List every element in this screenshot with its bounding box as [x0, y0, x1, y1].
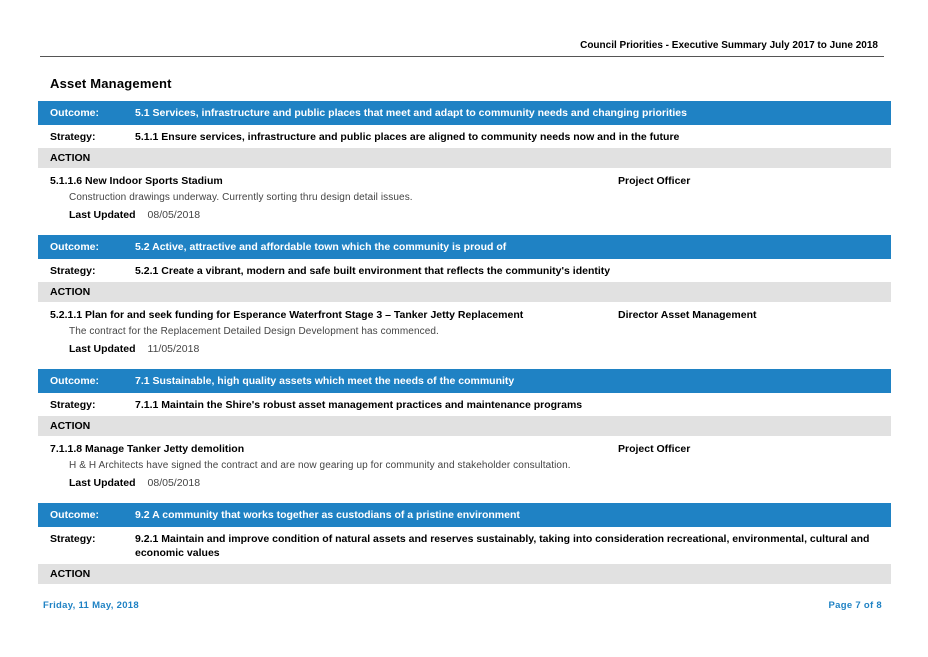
- strategy-text: 5.1.1 Ensure services, infrastructure and public places are aligned to community needs now and in the future: [135, 131, 680, 143]
- outcome-label: Outcome:: [50, 375, 100, 387]
- section-title: Asset Management: [50, 76, 172, 91]
- outcome-bar: [38, 503, 891, 527]
- last-updated-date: 11/05/2018: [147, 343, 200, 355]
- outcome-block: [38, 101, 891, 235]
- responsible-officer: Director Asset Management: [618, 309, 757, 321]
- outcome-text: 7.1 Sustainable, high quality assets which meet the needs of the community: [135, 375, 515, 387]
- report-title: Council Priorities - Executive Summary July 2017 to June 2018: [580, 40, 878, 51]
- outcome-block: [38, 369, 891, 503]
- strategy-text: 7.1.1 Maintain the Shire's robust asset management practices and maintenance programs: [135, 399, 583, 411]
- outcome-label: Outcome:: [50, 241, 100, 253]
- last-updated-date: 08/05/2018: [147, 209, 201, 221]
- strategy-text: 9.2.1 Maintain and improve condition of natural assets and reserves sustainably, taking into consideration recreational, environmental, cultural and economic values: [135, 533, 870, 559]
- outcome-text: 5.1 Services, infrastructure and public places that meet and adapt to community needs and changing priorities: [135, 107, 687, 119]
- action-item: [38, 302, 891, 365]
- last-updated-date: 08/05/2018: [147, 477, 201, 489]
- last-updated-label: Last Updated: [69, 209, 136, 221]
- outcome-bar: [38, 235, 891, 259]
- outcome-label: Outcome:: [50, 107, 100, 119]
- outcome-bar: [38, 369, 891, 393]
- outcome-block: [38, 503, 891, 584]
- strategy-label: Strategy:: [50, 265, 96, 277]
- action-description: Construction drawings underway. Currently sorting thru design detail issues.: [69, 192, 413, 203]
- outcome-text: 9.2 A community that works together as custodians of a pristine environment: [135, 509, 520, 521]
- action-item: [38, 168, 891, 231]
- strategy-label: Strategy:: [50, 399, 96, 411]
- outcome-bar: [38, 101, 891, 125]
- outcome-block: [38, 235, 891, 369]
- action-description: H & H Architects have signed the contract and are now gearing up for community and stakeholder consultation.: [69, 460, 571, 471]
- responsible-officer: Project Officer: [618, 175, 691, 187]
- action-item: [38, 436, 891, 499]
- last-updated-label: Last Updated: [69, 343, 136, 355]
- action-header: ACTION: [38, 148, 891, 168]
- action-description: The contract for the Replacement Detailed Design Development has commenced.: [69, 326, 439, 337]
- strategy-row: [38, 259, 891, 282]
- action-title: 5.2.1.1 Plan for and seek funding for Esperance Waterfront Stage 3 – Tanker Jetty Replacement: [50, 309, 524, 321]
- strategy-label: Strategy:: [50, 533, 96, 545]
- strategy-row: [38, 527, 891, 564]
- action-header: ACTION: [38, 416, 891, 436]
- last-updated-row: [38, 343, 891, 355]
- priority-blocks: [38, 101, 891, 584]
- footer-date: Friday, 11 May, 2018: [43, 600, 139, 611]
- page-number: Page 7 of 8: [828, 600, 882, 611]
- page-header: [40, 40, 884, 57]
- action-item-header: [38, 175, 891, 187]
- strategy-row: [38, 393, 891, 416]
- responsible-officer: Project Officer: [618, 443, 691, 455]
- action-header: ACTION: [38, 564, 891, 584]
- action-item-header: [38, 309, 891, 321]
- last-updated-row: [38, 209, 891, 221]
- action-item-header: [38, 443, 891, 455]
- outcome-text: 5.2 Active, attractive and affordable town which the community is proud of: [135, 241, 507, 253]
- action-title: 5.1.1.6 New Indoor Sports Stadium: [50, 175, 223, 187]
- strategy-text: 5.2.1 Create a vibrant, modern and safe built environment that reflects the community's identity: [135, 265, 611, 277]
- last-updated-row: [38, 477, 891, 489]
- strategy-label: Strategy:: [50, 131, 96, 143]
- last-updated-label: Last Updated: [69, 477, 136, 489]
- action-header: ACTION: [38, 282, 891, 302]
- strategy-row: [38, 125, 891, 148]
- outcome-label: Outcome:: [50, 509, 100, 521]
- action-title: 7.1.1.8 Manage Tanker Jetty demolition: [50, 443, 245, 455]
